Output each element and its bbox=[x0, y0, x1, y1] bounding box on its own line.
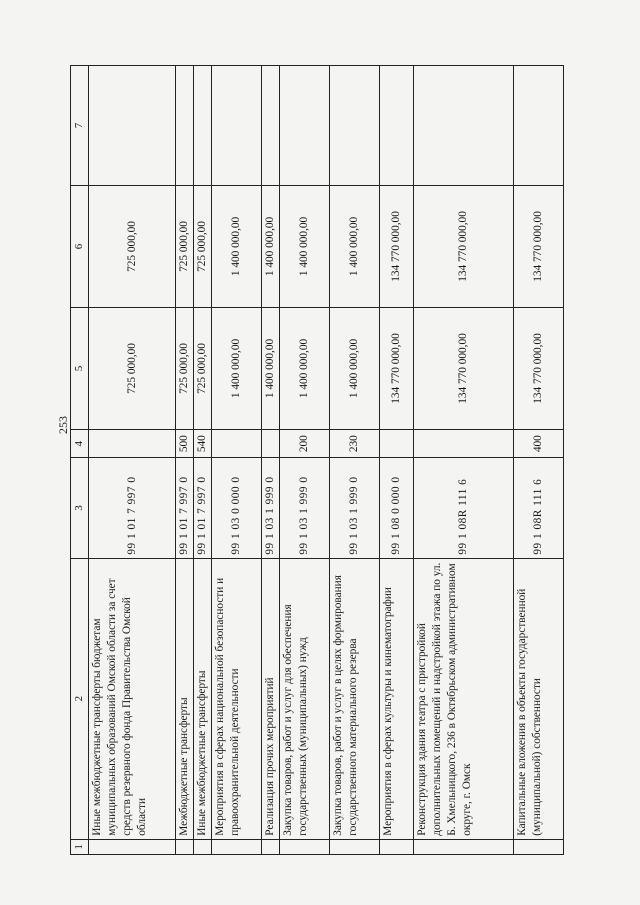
amount-col7-cell bbox=[89, 66, 176, 186]
budget-table bbox=[70, 65, 564, 855]
target-code-cell: 99 1 01 7 997 0 bbox=[176, 458, 194, 558]
expense-type-cell bbox=[262, 430, 280, 458]
expense-name-cell: Мероприятия в сферах национальной безопасности и правоохранительной деятельности bbox=[212, 558, 262, 839]
table-row bbox=[89, 66, 176, 855]
row-index-cell bbox=[212, 839, 262, 854]
amount-col6-cell: 1 400 000,00 bbox=[262, 185, 280, 307]
row-index-cell bbox=[176, 839, 194, 854]
amount-col7-cell bbox=[194, 66, 212, 186]
table-row bbox=[176, 66, 194, 855]
expense-type-cell: 500 bbox=[176, 430, 194, 458]
table-row bbox=[514, 66, 564, 855]
row-index-cell bbox=[280, 839, 330, 854]
amount-col6-cell: 134 770 000,00 bbox=[414, 185, 514, 307]
expense-name-cell: Иные межбюджетные трансферты бюджетам муниципальных образований Омской области за счет средств резервного фонда Правительства Омской области bbox=[89, 558, 176, 839]
expense-type-cell bbox=[212, 430, 262, 458]
header-col-4: 4 bbox=[71, 430, 89, 458]
expense-type-cell bbox=[380, 430, 414, 458]
target-code-cell: 99 1 08 0 000 0 bbox=[380, 458, 414, 558]
amount-col5-cell: 1 400 000,00 bbox=[280, 307, 330, 429]
expense-name-cell: Закупка товаров, работ и услуг в целях формирования государственного материального резерва bbox=[330, 558, 380, 839]
table-row bbox=[414, 66, 514, 855]
expense-name-cell: Реконструкция здания театра с пристройкой дополнительных помещений и надстройкой этажа по ул. Б. Хмельницкого, 236 в Октябрьском административном округе, г. Омск bbox=[414, 558, 514, 839]
table-row bbox=[280, 66, 330, 855]
target-code-cell: 99 1 01 7 997 0 bbox=[194, 458, 212, 558]
amount-col6-cell: 134 770 000,00 bbox=[514, 185, 564, 307]
expense-type-cell: 230 bbox=[330, 430, 380, 458]
amount-col6-cell: 134 770 000,00 bbox=[380, 185, 414, 307]
amount-col5-cell: 725 000,00 bbox=[194, 307, 212, 429]
amount-col5-cell: 725 000,00 bbox=[176, 307, 194, 429]
amount-col5-cell: 1 400 000,00 bbox=[330, 307, 380, 429]
amount-col5-cell: 134 770 000,00 bbox=[414, 307, 514, 429]
amount-col7-cell bbox=[280, 66, 330, 186]
amount-col5-cell: 134 770 000,00 bbox=[380, 307, 414, 429]
amount-col7-cell bbox=[414, 66, 514, 186]
amount-col6-cell: 1 400 000,00 bbox=[280, 185, 330, 307]
expense-name-cell: Закупка товаров, работ и услуг для обеспечения государственных (муниципальных) нужд bbox=[280, 558, 330, 839]
expense-name-cell: Межбюджетные трансферты bbox=[176, 558, 194, 839]
row-index-cell bbox=[380, 839, 414, 854]
amount-col5-cell: 1 400 000,00 bbox=[262, 307, 280, 429]
amount-col6-cell: 1 400 000,00 bbox=[212, 185, 262, 307]
amount-col6-cell: 1 400 000,00 bbox=[330, 185, 380, 307]
amount-col7-cell bbox=[262, 66, 280, 186]
target-code-cell: 99 1 03 0 000 0 bbox=[212, 458, 262, 558]
header-row bbox=[71, 66, 89, 855]
expense-name-cell: Мероприятия в сферах культуры и кинематографии bbox=[380, 558, 414, 839]
amount-col7-cell bbox=[212, 66, 262, 186]
table-row bbox=[212, 66, 262, 855]
table-row bbox=[194, 66, 212, 855]
amount-col7-cell bbox=[380, 66, 414, 186]
target-code-cell: 99 1 08R 111 6 bbox=[414, 458, 514, 558]
amount-col6-cell: 725 000,00 bbox=[176, 185, 194, 307]
target-code-cell: 99 1 08R 111 6 bbox=[514, 458, 564, 558]
header-col-1: 1 bbox=[71, 839, 89, 854]
target-code-cell: 99 1 03 1 999 0 bbox=[262, 458, 280, 558]
amount-col7-cell bbox=[514, 66, 564, 186]
table-row bbox=[330, 66, 380, 855]
target-code-cell: 99 1 01 7 997 0 bbox=[89, 458, 176, 558]
table-row bbox=[262, 66, 280, 855]
header-col-5: 5 bbox=[71, 307, 89, 429]
amount-col5-cell: 725 000,00 bbox=[89, 307, 176, 429]
row-index-cell bbox=[514, 839, 564, 854]
row-index-cell bbox=[414, 839, 514, 854]
expense-name-cell: Реализация прочих мероприятий bbox=[262, 558, 280, 839]
amount-col5-cell: 134 770 000,00 bbox=[514, 307, 564, 429]
target-code-cell: 99 1 03 1 999 0 bbox=[330, 458, 380, 558]
table-row bbox=[380, 66, 414, 855]
target-code-cell: 99 1 03 1 999 0 bbox=[280, 458, 330, 558]
expense-type-cell: 400 bbox=[514, 430, 564, 458]
amount-col7-cell bbox=[330, 66, 380, 186]
row-index-cell bbox=[330, 839, 380, 854]
expense-name-cell: Иные межбюджетные трансферты bbox=[194, 558, 212, 839]
row-index-cell bbox=[194, 839, 212, 854]
amount-col7-cell bbox=[176, 66, 194, 186]
expense-name-cell: Капитальные вложения в объекты государственной (муниципальной) собственности bbox=[514, 558, 564, 839]
expense-type-cell bbox=[414, 430, 514, 458]
page-number: 253 bbox=[56, 416, 70, 434]
amount-col6-cell: 725 000,00 bbox=[194, 185, 212, 307]
amount-col6-cell: 725 000,00 bbox=[89, 185, 176, 307]
expense-type-cell bbox=[89, 430, 176, 458]
header-col-6: 6 bbox=[71, 185, 89, 307]
amount-col5-cell: 1 400 000,00 bbox=[212, 307, 262, 429]
expense-type-cell: 540 bbox=[194, 430, 212, 458]
header-col-7: 7 bbox=[71, 66, 89, 186]
header-col-2: 2 bbox=[71, 558, 89, 839]
rotated-page bbox=[70, 65, 635, 855]
row-index-cell bbox=[89, 839, 176, 854]
expense-type-cell: 200 bbox=[280, 430, 330, 458]
header-col-3: 3 bbox=[71, 458, 89, 558]
row-index-cell bbox=[262, 839, 280, 854]
